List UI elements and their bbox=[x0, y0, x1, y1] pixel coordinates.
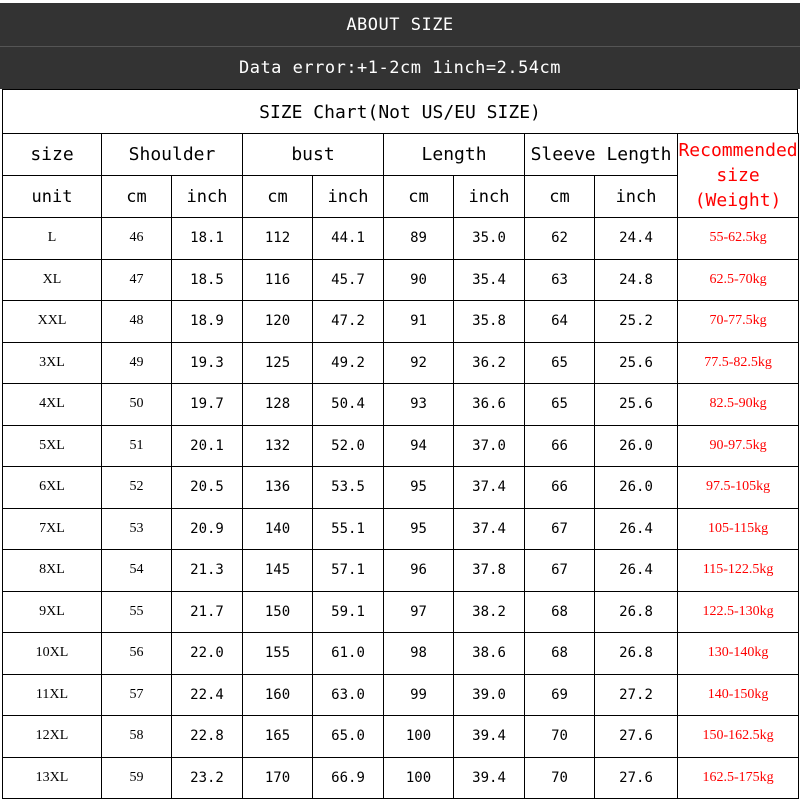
shoulder-cm: 51 bbox=[102, 425, 172, 467]
shoulder-cm: 52 bbox=[102, 467, 172, 509]
bust-inch: 44.1 bbox=[313, 218, 384, 260]
col-sleeve-header: Sleeve Length bbox=[525, 134, 678, 176]
shoulder-cm: 50 bbox=[102, 384, 172, 426]
bust-cm: 160 bbox=[243, 674, 313, 716]
sleeve-inch: 27.2 bbox=[595, 674, 678, 716]
col-size-header: size bbox=[3, 134, 102, 176]
bust-inch: 59.1 bbox=[313, 591, 384, 633]
size-value: 4XL bbox=[3, 384, 102, 426]
recommended-weight: 97.5-105kg bbox=[678, 467, 799, 509]
table-row bbox=[3, 633, 799, 675]
size-value: 3XL bbox=[3, 342, 102, 384]
recommended-weight: 130-140kg bbox=[678, 633, 799, 675]
sleeve-inch: 26.0 bbox=[595, 467, 678, 509]
table-row bbox=[3, 757, 799, 799]
length-inch: 35.8 bbox=[454, 301, 525, 343]
length-inch: 37.4 bbox=[454, 467, 525, 509]
table-row bbox=[3, 301, 799, 343]
length-cm: 100 bbox=[384, 757, 454, 799]
size-value: 10XL bbox=[3, 633, 102, 675]
size-value: XL bbox=[3, 259, 102, 301]
sleeve-cm: 68 bbox=[525, 633, 595, 675]
size-value: 7XL bbox=[3, 508, 102, 550]
recommended-weight: 70-77.5kg bbox=[678, 301, 799, 343]
sleeve-inch: 25.6 bbox=[595, 384, 678, 426]
recommended-weight: 90-97.5kg bbox=[678, 425, 799, 467]
bust-inch: 55.1 bbox=[313, 508, 384, 550]
bust-cm: 136 bbox=[243, 467, 313, 509]
length-cm: 92 bbox=[384, 342, 454, 384]
length-inch-unit: inch bbox=[454, 176, 525, 218]
bust-inch: 47.2 bbox=[313, 301, 384, 343]
sleeve-inch: 24.8 bbox=[595, 259, 678, 301]
length-cm: 89 bbox=[384, 218, 454, 260]
sleeve-cm: 69 bbox=[525, 674, 595, 716]
length-inch: 36.6 bbox=[454, 384, 525, 426]
shoulder-cm: 59 bbox=[102, 757, 172, 799]
recommended-weight: 82.5-90kg bbox=[678, 384, 799, 426]
sleeve-inch: 26.8 bbox=[595, 591, 678, 633]
shoulder-cm: 46 bbox=[102, 218, 172, 260]
shoulder-cm: 48 bbox=[102, 301, 172, 343]
bust-cm: 112 bbox=[243, 218, 313, 260]
table-row bbox=[3, 674, 799, 716]
size-value: 12XL bbox=[3, 716, 102, 758]
chart-subtitle: SIZE Chart(Not US/EU SIZE) bbox=[2, 89, 798, 134]
length-inch: 38.2 bbox=[454, 591, 525, 633]
shoulder-cm-unit: cm bbox=[102, 176, 172, 218]
size-value: 5XL bbox=[3, 425, 102, 467]
col-recommended-header: Recommended size (Weight) bbox=[678, 134, 799, 218]
bust-cm: 150 bbox=[243, 591, 313, 633]
page-title: ABOUT SIZE bbox=[0, 3, 800, 46]
unit-label: unit bbox=[3, 176, 102, 218]
sleeve-inch: 25.2 bbox=[595, 301, 678, 343]
sleeve-cm: 65 bbox=[525, 384, 595, 426]
bust-inch: 63.0 bbox=[313, 674, 384, 716]
size-value: XXL bbox=[3, 301, 102, 343]
bust-cm: 145 bbox=[243, 550, 313, 592]
header-row-groups bbox=[3, 134, 799, 176]
shoulder-inch: 23.2 bbox=[172, 757, 243, 799]
shoulder-cm: 57 bbox=[102, 674, 172, 716]
table-row bbox=[3, 342, 799, 384]
length-cm: 95 bbox=[384, 467, 454, 509]
table-row bbox=[3, 550, 799, 592]
length-inch: 35.0 bbox=[454, 218, 525, 260]
length-inch: 37.0 bbox=[454, 425, 525, 467]
sleeve-cm: 67 bbox=[525, 550, 595, 592]
bust-inch: 53.5 bbox=[313, 467, 384, 509]
sleeve-cm: 67 bbox=[525, 508, 595, 550]
shoulder-cm: 58 bbox=[102, 716, 172, 758]
table-row bbox=[3, 467, 799, 509]
sleeve-cm: 63 bbox=[525, 259, 595, 301]
length-inch: 39.4 bbox=[454, 716, 525, 758]
bust-cm: 165 bbox=[243, 716, 313, 758]
col-bust-header: bust bbox=[243, 134, 384, 176]
measurement-note: Data error:+1-2cm 1inch=2.54cm bbox=[0, 46, 800, 89]
size-value: 13XL bbox=[3, 757, 102, 799]
bust-inch: 45.7 bbox=[313, 259, 384, 301]
recommended-weight: 150-162.5kg bbox=[678, 716, 799, 758]
col-length-header: Length bbox=[384, 134, 525, 176]
bust-inch: 66.9 bbox=[313, 757, 384, 799]
shoulder-cm: 49 bbox=[102, 342, 172, 384]
shoulder-inch: 22.4 bbox=[172, 674, 243, 716]
shoulder-inch: 18.1 bbox=[172, 218, 243, 260]
recommended-weight: 140-150kg bbox=[678, 674, 799, 716]
bust-cm: 140 bbox=[243, 508, 313, 550]
bust-cm: 170 bbox=[243, 757, 313, 799]
shoulder-inch: 18.5 bbox=[172, 259, 243, 301]
table-row bbox=[3, 218, 799, 260]
table-row bbox=[3, 384, 799, 426]
sleeve-inch: 25.6 bbox=[595, 342, 678, 384]
size-value: 6XL bbox=[3, 467, 102, 509]
length-cm: 94 bbox=[384, 425, 454, 467]
shoulder-cm: 56 bbox=[102, 633, 172, 675]
sleeve-inch-unit: inch bbox=[595, 176, 678, 218]
sleeve-inch: 24.4 bbox=[595, 218, 678, 260]
table-row bbox=[3, 508, 799, 550]
sleeve-inch: 26.0 bbox=[595, 425, 678, 467]
sleeve-inch: 27.6 bbox=[595, 757, 678, 799]
length-cm: 98 bbox=[384, 633, 454, 675]
recommended-weight: 77.5-82.5kg bbox=[678, 342, 799, 384]
shoulder-inch: 20.5 bbox=[172, 467, 243, 509]
sleeve-cm: 62 bbox=[525, 218, 595, 260]
length-cm-unit: cm bbox=[384, 176, 454, 218]
bust-cm-unit: cm bbox=[243, 176, 313, 218]
table-row bbox=[3, 591, 799, 633]
bust-inch: 49.2 bbox=[313, 342, 384, 384]
shoulder-inch: 20.9 bbox=[172, 508, 243, 550]
bust-cm: 120 bbox=[243, 301, 313, 343]
size-table bbox=[2, 133, 799, 799]
recommended-weight: 115-122.5kg bbox=[678, 550, 799, 592]
sleeve-cm: 64 bbox=[525, 301, 595, 343]
length-inch: 36.2 bbox=[454, 342, 525, 384]
length-inch: 37.8 bbox=[454, 550, 525, 592]
bust-inch: 57.1 bbox=[313, 550, 384, 592]
bust-cm: 116 bbox=[243, 259, 313, 301]
sleeve-cm: 70 bbox=[525, 716, 595, 758]
length-cm: 99 bbox=[384, 674, 454, 716]
recommended-weight: 105-115kg bbox=[678, 508, 799, 550]
shoulder-inch: 18.9 bbox=[172, 301, 243, 343]
sleeve-inch: 27.6 bbox=[595, 716, 678, 758]
length-cm: 96 bbox=[384, 550, 454, 592]
sleeve-cm: 70 bbox=[525, 757, 595, 799]
sleeve-cm: 65 bbox=[525, 342, 595, 384]
length-inch: 37.4 bbox=[454, 508, 525, 550]
bust-cm: 125 bbox=[243, 342, 313, 384]
sleeve-inch: 26.4 bbox=[595, 508, 678, 550]
shoulder-inch-unit: inch bbox=[172, 176, 243, 218]
sleeve-cm-unit: cm bbox=[525, 176, 595, 218]
sleeve-cm: 66 bbox=[525, 467, 595, 509]
table-row bbox=[3, 425, 799, 467]
shoulder-inch: 21.3 bbox=[172, 550, 243, 592]
bust-inch: 61.0 bbox=[313, 633, 384, 675]
table-row bbox=[3, 259, 799, 301]
shoulder-inch: 21.7 bbox=[172, 591, 243, 633]
length-cm: 91 bbox=[384, 301, 454, 343]
shoulder-inch: 22.8 bbox=[172, 716, 243, 758]
bust-inch: 50.4 bbox=[313, 384, 384, 426]
recommended-weight: 162.5-175kg bbox=[678, 757, 799, 799]
table-row bbox=[3, 716, 799, 758]
bust-inch: 52.0 bbox=[313, 425, 384, 467]
bust-inch-unit: inch bbox=[313, 176, 384, 218]
bust-cm: 132 bbox=[243, 425, 313, 467]
shoulder-cm: 54 bbox=[102, 550, 172, 592]
length-inch: 35.4 bbox=[454, 259, 525, 301]
recommended-weight: 122.5-130kg bbox=[678, 591, 799, 633]
shoulder-cm: 55 bbox=[102, 591, 172, 633]
shoulder-cm: 47 bbox=[102, 259, 172, 301]
shoulder-inch: 19.3 bbox=[172, 342, 243, 384]
length-inch: 39.0 bbox=[454, 674, 525, 716]
col-shoulder-header: Shoulder bbox=[102, 134, 243, 176]
length-inch: 39.4 bbox=[454, 757, 525, 799]
length-inch: 38.6 bbox=[454, 633, 525, 675]
size-value: 8XL bbox=[3, 550, 102, 592]
shoulder-inch: 20.1 bbox=[172, 425, 243, 467]
length-cm: 97 bbox=[384, 591, 454, 633]
sleeve-inch: 26.8 bbox=[595, 633, 678, 675]
length-cm: 95 bbox=[384, 508, 454, 550]
length-cm: 93 bbox=[384, 384, 454, 426]
shoulder-inch: 22.0 bbox=[172, 633, 243, 675]
bust-cm: 155 bbox=[243, 633, 313, 675]
size-value: L bbox=[3, 218, 102, 260]
recommended-weight: 55-62.5kg bbox=[678, 218, 799, 260]
size-value: 9XL bbox=[3, 591, 102, 633]
size-value: 11XL bbox=[3, 674, 102, 716]
sleeve-cm: 68 bbox=[525, 591, 595, 633]
sleeve-inch: 26.4 bbox=[595, 550, 678, 592]
shoulder-inch: 19.7 bbox=[172, 384, 243, 426]
sleeve-cm: 66 bbox=[525, 425, 595, 467]
length-cm: 100 bbox=[384, 716, 454, 758]
recommended-weight: 62.5-70kg bbox=[678, 259, 799, 301]
length-cm: 90 bbox=[384, 259, 454, 301]
bust-cm: 128 bbox=[243, 384, 313, 426]
size-rows bbox=[3, 218, 799, 799]
bust-inch: 65.0 bbox=[313, 716, 384, 758]
shoulder-cm: 53 bbox=[102, 508, 172, 550]
